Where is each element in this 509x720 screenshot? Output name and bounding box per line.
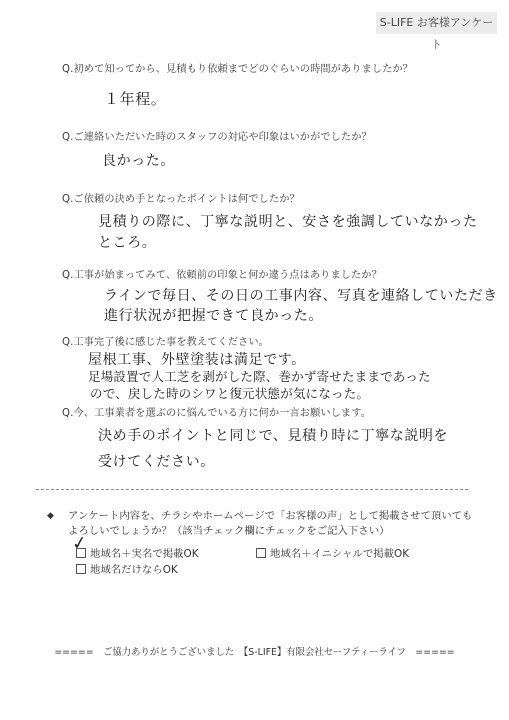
option-area-initial-label: 地域名＋イニシャルで掲載OK <box>270 548 410 560</box>
question-6: Q.今、工事業者を選ぶのに悩んでいる方に何か一言お願いします。 <box>62 408 371 419</box>
consent-question-line-2: よろしいでしょうか？（該当チェック欄にチェックをご記入下さい） <box>68 525 390 537</box>
question-3: Q.ご依頼の決め手となったポイントは何でしたか？ <box>62 194 300 205</box>
question-5: Q.工事完了後に感じた事を教えてください。 <box>62 337 269 348</box>
document-header-tag: S-LIFE お客様アンケート <box>376 12 497 34</box>
footer-thanks: ===== ご協力ありがとうございました 【S-LIFE】有限会社セーフティーライフ ===== <box>54 647 455 658</box>
section-divider <box>36 489 468 490</box>
question-1: Q.初めて知ってから、見積もり依頼までどのぐらいの時間がありましたか？ <box>62 64 413 75</box>
answer-5-line-1: 屋根工事、外壁塗装は満足です。 <box>88 352 306 368</box>
answer-4-line-2: 進行状況が把握できて良かった。 <box>104 308 323 324</box>
option-area-initial[interactable] <box>256 545 409 560</box>
answer-1-line-1: １年程。 <box>104 90 167 108</box>
checkbox-area-only[interactable] <box>76 564 86 574</box>
question-2: Q.ご連絡いただいた時のスタッフの対応や印象はいかがでしたか？ <box>62 132 372 143</box>
answer-3-line-1: 見積りの際に、丁寧な説明と、安さを強調していなかった <box>98 214 478 230</box>
consent-question-line-1: アンケート内容を、チラシやホームページで「お客様の声」として掲載させて頂いても <box>68 510 473 522</box>
handwritten-checkmark-icon: ✓ <box>70 532 89 555</box>
answer-3-line-2: ところ。 <box>98 235 157 251</box>
option-area-realname[interactable] <box>76 545 199 560</box>
answer-2-line-1: 良かった。 <box>102 153 175 169</box>
option-area-only[interactable] <box>76 561 178 576</box>
answer-5-line-3: ので、戻した時のシワと復元状態が気になった。 <box>90 386 370 401</box>
question-4: Q.工事が始まってみて、依頼前の印象と何か違う点はありましたか？ <box>62 270 382 281</box>
answer-5-line-2: 足場設置で人工芝を剥がした際、巻かず寄せたままであった <box>88 369 431 384</box>
answer-6-line-1: 決め手のポイントと同じで、見積り時に丁寧な説明を <box>98 428 449 444</box>
option-area-realname-label: 地域名＋実名で掲載OK <box>90 548 199 560</box>
option-area-only-label: 地域名だけならOK <box>90 564 178 576</box>
diamond-bullet-icon: ◆ <box>47 511 54 521</box>
checkbox-area-initial[interactable] <box>256 548 266 558</box>
answer-6-line-2: 受けてください。 <box>98 454 215 470</box>
answer-4-line-1: ラインで毎日、その日の工事内容、写真を連絡していただき <box>104 288 498 304</box>
